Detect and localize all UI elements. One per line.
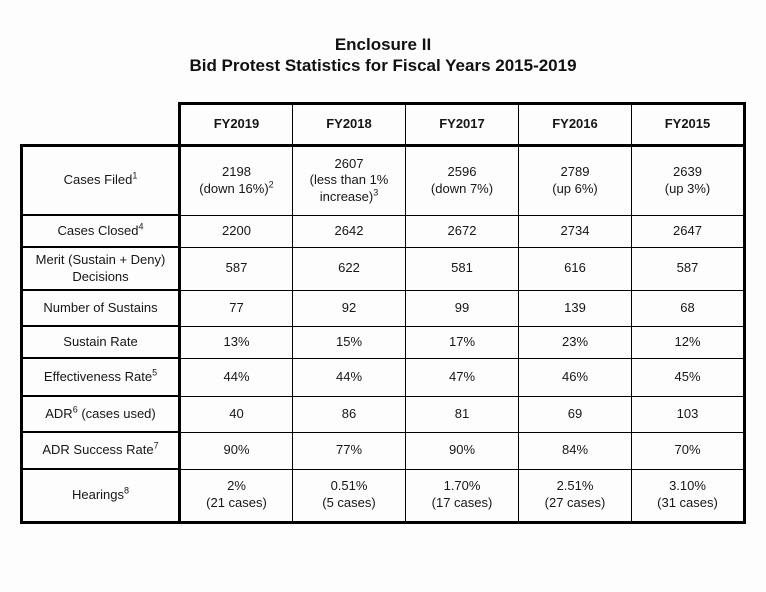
text-segment: 86: [341, 405, 357, 421]
footnote-ref: 7: [153, 440, 159, 451]
footnote-ref: 2: [268, 179, 274, 190]
table-row: [22, 358, 745, 396]
table-row: [22, 145, 745, 215]
text-segment: 77: [229, 299, 244, 315]
text-segment: 581: [451, 260, 473, 276]
text-segment: Cases Filed: [63, 171, 133, 187]
column-header-fy2017: FY2017: [406, 103, 519, 145]
text-segment: 69: [567, 405, 583, 421]
text-segment: 40: [229, 405, 244, 421]
text-segment: (21 cases): [206, 495, 267, 510]
data-cell: [406, 290, 519, 326]
title-line-enclosure: Enclosure II: [334, 35, 432, 54]
title-line-subject: Bid Protest Statistics for Fiscal Years 2015-2019: [189, 56, 577, 76]
table-row: [22, 432, 745, 469]
table-row: [22, 215, 745, 247]
text-segment: 139: [564, 299, 586, 315]
data-cell: [406, 145, 519, 215]
data-cell: [180, 326, 293, 358]
text-segment: 77%: [335, 442, 363, 458]
row-label: [22, 432, 180, 469]
header-row: [22, 103, 745, 145]
data-cell: [519, 215, 632, 247]
data-cell: [180, 396, 293, 432]
data-cell: [406, 358, 519, 396]
data-cell: [519, 247, 632, 290]
text-segment: 70%: [674, 442, 701, 458]
data-cell: [519, 396, 632, 432]
data-cell: [180, 247, 293, 290]
document-page: [0, 34, 766, 592]
text-segment: 90%: [223, 442, 250, 458]
text-segment: 2596: [447, 163, 477, 179]
text-segment: Sustain Rate: [63, 333, 138, 349]
data-cell: [406, 247, 519, 290]
data-cell: [632, 247, 745, 290]
footnote-ref: 5: [152, 367, 158, 378]
text-segment: Cases Closed: [57, 222, 139, 238]
footnote-ref: 1: [132, 170, 138, 181]
data-cell: [293, 469, 406, 522]
text-segment: 47%: [448, 368, 476, 384]
text-segment: 44%: [223, 368, 250, 384]
footnote-ref: 4: [138, 221, 144, 232]
row-label: [22, 215, 180, 247]
text-segment: 17%: [448, 333, 476, 349]
text-segment: 0.51%: [330, 478, 368, 494]
table-row: [22, 326, 745, 358]
text-segment: 587: [676, 260, 699, 276]
bid-protest-statistics-table: [20, 102, 746, 524]
data-cell: [180, 215, 293, 247]
text-segment: 90%: [448, 442, 476, 458]
text-segment: (up 6%): [552, 180, 598, 196]
data-cell: [632, 290, 745, 326]
data-cell: [180, 358, 293, 396]
data-cell: [519, 358, 632, 396]
column-header-fy2015: FY2015: [632, 103, 745, 145]
data-cell: [406, 432, 519, 469]
text-segment: 68: [680, 299, 695, 315]
column-header-fy2018: FY2018: [293, 103, 406, 145]
text-segment: 99: [454, 299, 470, 315]
text-segment: 2198: [222, 163, 251, 179]
text-segment: 2672: [447, 222, 477, 238]
text-segment: 92: [341, 299, 357, 315]
text-segment: (5 cases): [322, 495, 376, 510]
data-cell: [519, 145, 632, 215]
text-segment: 81: [454, 405, 470, 421]
text-segment: (31 cases): [657, 495, 718, 510]
text-segment: (17 cases): [431, 495, 493, 510]
data-cell: [519, 432, 632, 469]
table-row: [22, 469, 745, 522]
text-segment: (down 7%): [430, 180, 494, 196]
data-cell: [293, 215, 406, 247]
column-header-fy2019: FY2019: [180, 103, 293, 145]
text-segment: 84%: [561, 442, 589, 458]
text-segment: 3.10%: [669, 478, 706, 494]
data-cell: [406, 215, 519, 247]
text-segment: 12%: [674, 333, 701, 349]
text-segment: ADR Success Rate: [42, 442, 154, 458]
text-segment: 587: [225, 260, 248, 276]
data-cell: [180, 432, 293, 469]
corner-cell: [22, 103, 180, 145]
text-segment: 616: [564, 260, 586, 276]
text-segment: (up 3%): [664, 180, 711, 196]
text-segment: 2%: [227, 478, 246, 494]
text-segment: (27 cases): [544, 495, 606, 510]
data-cell: [406, 469, 519, 522]
footnote-ref: 6: [72, 404, 78, 415]
data-cell: [519, 326, 632, 358]
text-segment: 2734: [560, 222, 590, 238]
text-segment: (down 16%): [199, 180, 269, 196]
data-cell: [293, 247, 406, 290]
text-segment: Merit (Sustain + Deny): [35, 251, 166, 267]
data-cell: [180, 145, 293, 215]
column-header-fy2016: FY2016: [519, 103, 632, 145]
text-segment: 23%: [561, 333, 589, 349]
table-row: [22, 396, 745, 432]
table-row: [22, 247, 745, 290]
data-cell: [293, 358, 406, 396]
data-cell: [632, 469, 745, 522]
text-segment: 1.70%: [443, 478, 481, 494]
data-cell: [293, 145, 406, 215]
text-segment: 622: [338, 260, 360, 276]
data-cell: [293, 396, 406, 432]
text-segment: 2639: [673, 163, 702, 179]
data-cell: [180, 469, 293, 522]
data-cell: [293, 290, 406, 326]
text-segment: Hearings: [71, 486, 124, 502]
data-cell: [180, 290, 293, 326]
text-segment: 13%: [223, 333, 250, 349]
table-body: [22, 145, 745, 522]
data-cell: [632, 358, 745, 396]
row-label: [22, 396, 180, 432]
row-label: [22, 145, 180, 215]
data-cell: [293, 326, 406, 358]
data-cell: [519, 469, 632, 522]
footnote-ref: 3: [373, 187, 379, 198]
data-cell: [632, 396, 745, 432]
table-header: [22, 103, 745, 145]
row-label: [22, 326, 180, 358]
text-segment: 2607: [334, 155, 364, 171]
data-cell: [632, 326, 745, 358]
text-segment: Decisions: [72, 268, 129, 284]
text-segment: Number of Sustains: [43, 299, 158, 315]
text-segment: ADR: [45, 405, 73, 421]
text-segment: (less than 1%: [309, 172, 389, 188]
footnote-ref: 8: [124, 485, 130, 496]
text-segment: Effectiveness Rate: [43, 368, 153, 384]
text-segment: 2.51%: [556, 478, 594, 494]
row-label: [22, 247, 180, 290]
text-segment: 103: [676, 405, 699, 421]
text-segment: 2200: [222, 222, 251, 238]
text-segment: 15%: [335, 333, 363, 349]
table-row: [22, 290, 745, 326]
data-cell: [406, 326, 519, 358]
text-segment: 2647: [673, 222, 702, 238]
text-segment: 2642: [334, 222, 364, 238]
row-label: [22, 358, 180, 396]
data-cell: [406, 396, 519, 432]
data-cell: [632, 432, 745, 469]
data-cell: [632, 215, 745, 247]
document-title: [0, 34, 766, 77]
text-segment: 2789: [560, 163, 590, 179]
row-label: [22, 469, 180, 522]
row-label: [22, 290, 180, 326]
text-segment: 45%: [674, 368, 701, 384]
data-cell: [519, 290, 632, 326]
text-segment: (cases used): [77, 405, 156, 421]
text-segment: increase): [319, 188, 374, 204]
data-cell: [632, 145, 745, 215]
data-cell: [293, 432, 406, 469]
text-segment: 44%: [335, 368, 363, 384]
text-segment: 46%: [561, 368, 589, 384]
